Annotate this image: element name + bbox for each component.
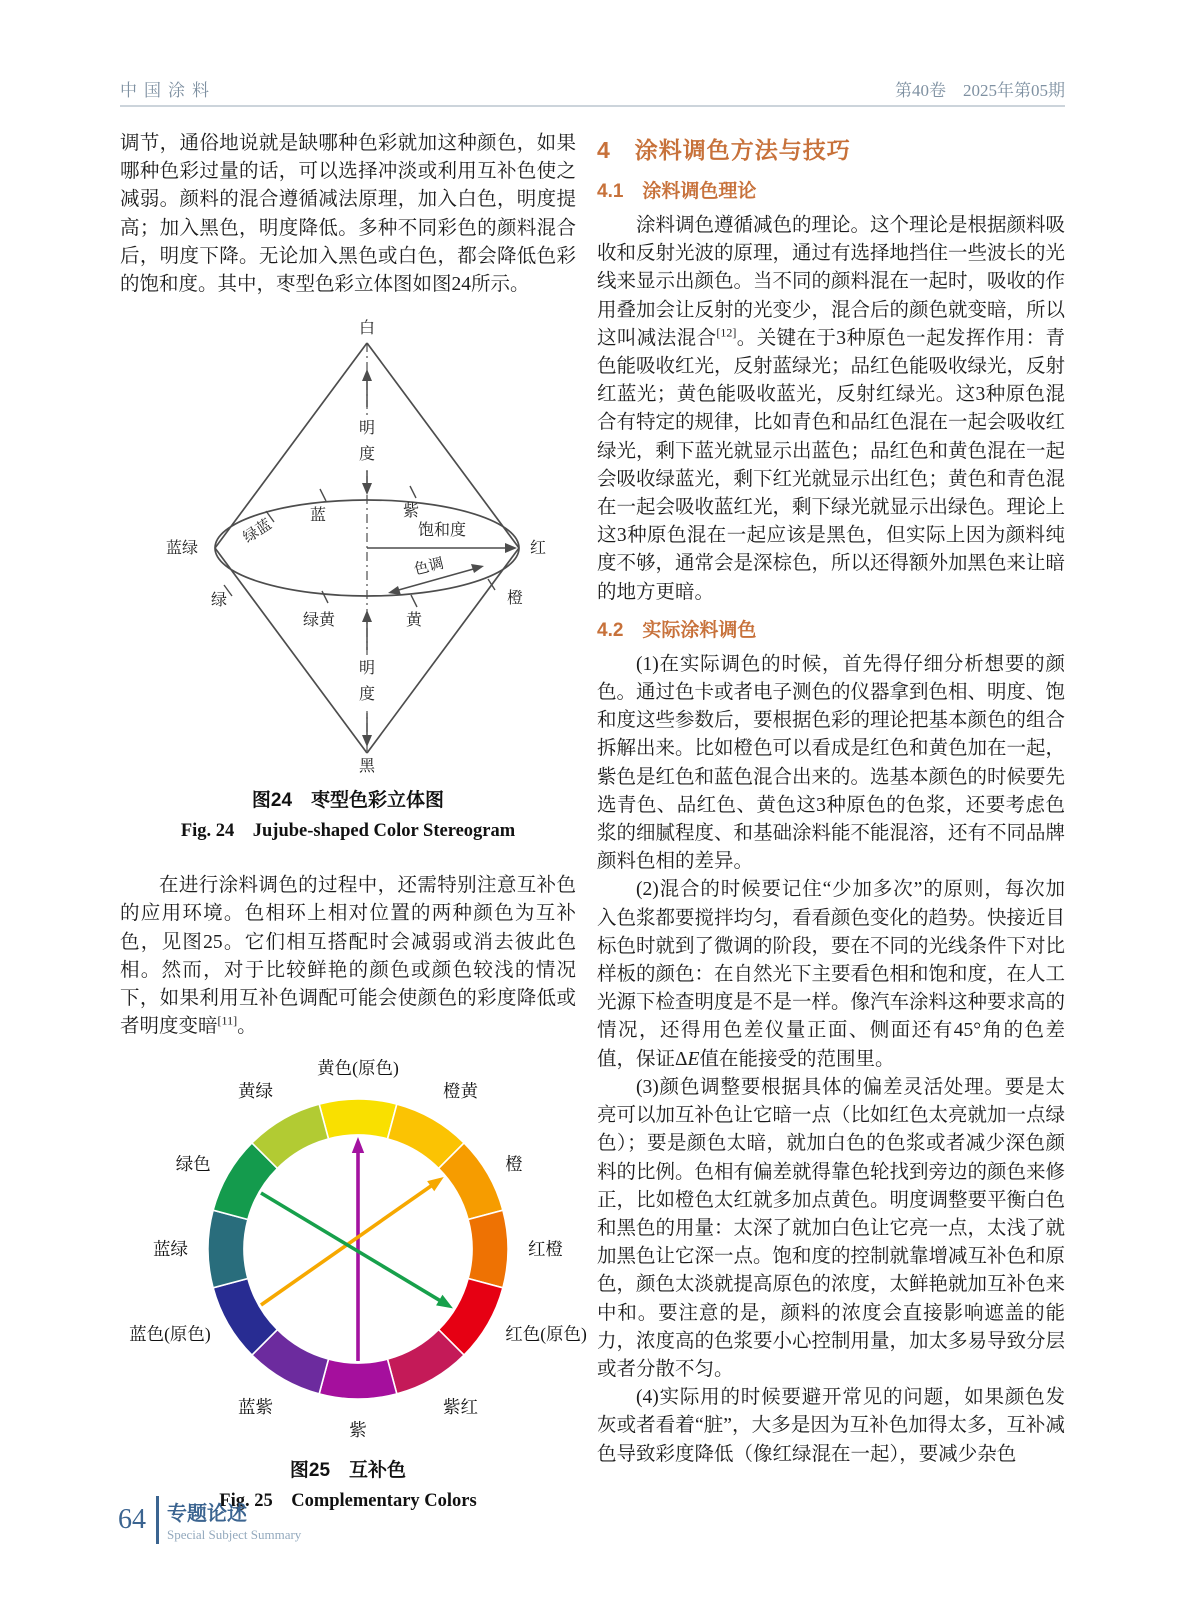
wheel-segment-6 [319,1360,397,1400]
label-saturation: 饱和度 [417,522,467,540]
paragraph-text: (4)实际用的时候要避开常见的问题，如果颜色发灰或者看着“脏”，大多是因为互补色加得太多，互补减色导致彩度降低（像红绿混在一起），要减少杂色 [597,1387,1065,1465]
paragraph-step3 [597,1074,1065,1384]
label-red: 红 [529,540,547,558]
paragraph-text: (2)混合的时候要记住“少加多次”的原则，每次加入色浆都要搅拌均匀，看看颜色变化的趋势。快接近目标色时就到了微调的阶段，要在不同的光线条件下对比样板的颜色：在自然光下主要看色相和饱和度，在人工光源下检查明度是不是一样。像汽车涂料这种要求高的情况，还得用色差仪量正面、侧面还有45°角的色差值，保证Δ [597,879,1066,1070]
wheel-arrowhead-green-red [436,1295,453,1309]
footer-section-zh: 专题论述 [167,1503,247,1525]
label-white: 白 [358,320,376,338]
wheel-segment-label-3: 红橙 [528,1239,563,1260]
right-column [597,132,1065,1469]
jujube-color-solid-diagram [120,313,576,777]
label-blue-green: 蓝绿 [165,540,199,558]
paragraph-text: 。关键在于3种原色一起发挥作用：青色能吸收红光，反射蓝绿光；品红色能吸收绿光，反射红蓝光；黄色能吸收蓝光，反射红绿光。这3种原色混合有特定的规律，比如青色和品红色混在一起会吸收红绿光，剩下蓝光就显示出蓝色；品红色和黄色混在一起会吸收绿蓝光，剩下红光就显示出红色；黄色和青色混在一起会吸收蓝红光，剩下绿光就显示出绿色。理论上这3种原色混在一起应该是黑色，但实际上因为颜料纯度不够，通常会是深棕色，所以还得额外加黑色来让暗的地方更暗。 [597,327,1066,603]
footer-section-en: Special Subject Summary [167,1527,302,1542]
paragraph-step2 [597,876,1065,1073]
issue-info: 第40卷 2025年第05期 [895,81,1065,100]
paragraph-mixing-principle [120,130,576,299]
fig24-caption-en: Fig. 24 Jujube-shaped Color Stereogram [180,821,516,842]
wheel-arrowhead-blue-orange [427,1177,444,1191]
label-lightness-bottom: 明度 [358,660,376,704]
label-purple: 紫 [402,503,420,521]
paragraph-step4 [597,1384,1065,1469]
label-lightness-top: 明度 [358,420,376,464]
wheel-segment-label-9: 蓝绿 [153,1239,188,1260]
fig25-caption-zh: 图25 互补色 [289,1460,407,1482]
label-blue: 蓝 [309,507,327,525]
footer-divider [156,1496,159,1544]
delta-e-symbol: E [687,1048,700,1070]
paragraph-text: 值在能接受的范围里。 [699,1048,895,1070]
label-yellow: 黄 [405,612,423,630]
label-black: 黑 [358,758,376,776]
page-number: 64 [118,1504,146,1535]
header-rule [120,105,1065,107]
label-green-blue: 绿蓝 [240,516,275,547]
reference-12: [12] [716,325,737,340]
paragraph-text: (1)在实际调色的时候，首先得仔细分析想要的颜色。通过色卡或者电子测色的仪器拿到色相、明度、饱和度这些参数后，要根据色彩的理论把基本颜色的组合拆解出来。比如橙色可以看成是红色和黄色加在一起，紫色是红色和蓝色混合出来的。选基本颜色的时候要先选青色、品红色、黄色这3种原色的色浆，还要考虑色浆的细腻程度、和基础涂料能不能混溶，还有不同品牌颜料色相的差异。 [597,653,1066,873]
ellipse-ticks [224,486,495,607]
wheel-segment-label-7: 蓝紫 [238,1397,273,1418]
wheel-segment-label-8: 蓝色(原色) [129,1324,211,1345]
paragraph-theory [597,212,1065,607]
figure-24 [120,313,576,842]
wheel-segment-0 [319,1099,397,1139]
paragraph-complementary [120,872,576,1041]
paragraph-text: 在进行涂料调色的过程中，还需特别注意互补色的应用环境。色相环上相对位置的两种颜色为互补色，见图25。它们相互搭配时会减弱或消去彼此色相。然而，对于比较鲜艳的颜色或颜色较浅的情况下，如果利用互补色调配可能会使颜色的彩度降低或者明度变暗 [120,875,576,1038]
complementary-color-wheel [120,1057,587,1447]
wheel-segment-label-5: 紫红 [443,1397,478,1418]
fig24-caption-zh: 图24 枣型色彩立体图 [251,790,445,812]
paragraph-text: 调节，通俗地说就是缺哪种色彩就加这种颜色，如果哪种色彩过量的话，可以选择冲淡或利用互补色使之减弱。颜料的混合遵循减法原理，加入白色，明度提高；加入黑色，明度降低。多种不同彩色的颜料混合后，明度下降。无论加入黑色或白色，都会降低色彩的饱和度。其中，枣型色彩立体图如图24所示。 [120,133,576,296]
wheel-arrowhead-yellow-purple [352,1137,364,1153]
section-4-1-heading: 4.1 涂料调色理论 [597,181,757,202]
wheel-segment-3 [468,1211,508,1289]
wheel-segment-label-2: 橙 [505,1154,523,1175]
wheel-segment-label-4: 红色(原色) [505,1324,587,1345]
paragraph-step1 [597,651,1065,877]
section-4-2-heading: 4.2 实际涂料调色 [597,619,757,641]
paragraph-text: (3)颜色调整要根据具体的偏差灵活处理。要是太亮可以加互补色让它暗一点（比如红色太亮就加一点绿色）；要是颜色太暗，就加白色的色浆或者减少深色颜料的比例。色相有偏差就得靠色轮找到旁边的颜色来修正，比如橙色太红就多加点黄色。明度调整要平衡白色和黑色的用量：太深了就加白色让它亮一点，太浅了就加黑色让它深一点。饱和度的控制就靠增减互补色和原色，颜色太淡就提高原色的浓度，太鲜艳就加互补色来中和。要注意的是，颜料的浓度会直接影响遮盖的能力，浓度高的色浆要小心控制用量，加太多易导致分层或者分散不匀。 [597,1076,1066,1380]
page-header [120,76,1065,101]
wheel-segment-label-10: 绿色 [175,1154,211,1175]
label-orange: 橙 [506,590,524,608]
left-column [120,130,587,1512]
label-green-yellow: 绿黄 [302,612,336,630]
wheel-segment-9 [208,1211,248,1289]
wheel-segment-label-6: 紫 [349,1420,367,1441]
paragraph-text: 。 [237,1016,257,1038]
journal-name: 中国涂料 [120,81,216,100]
wheel-segment-label-0: 黄色(原色) [317,1058,399,1079]
label-green: 绿 [210,592,228,610]
fig25-caption-en: Fig. 25 Complementary Colors [219,1491,477,1512]
saturation-arrow [367,543,517,553]
label-hue: 色调 [412,555,446,579]
page-footer [118,1496,301,1544]
figure-25 [120,1057,587,1512]
paragraph-text: 涂料调色遵循减色的理论。这个理论是根据颜料吸收和反射光波的原理，通过有选择地挡住一些波长的光线来显示出颜色。当不同的颜料混在一起时，吸收的作用叠加会让反射的光变少，混合后的颜色就变暗，所以这叫减法混合 [597,215,1066,349]
section-4-heading: 4 涂料调色方法与技巧 [597,137,851,163]
wheel-segment-label-1: 橙黄 [443,1081,478,1102]
wheel-segment-label-11: 黄绿 [238,1081,273,1102]
reference-11: [11] [217,1013,238,1028]
